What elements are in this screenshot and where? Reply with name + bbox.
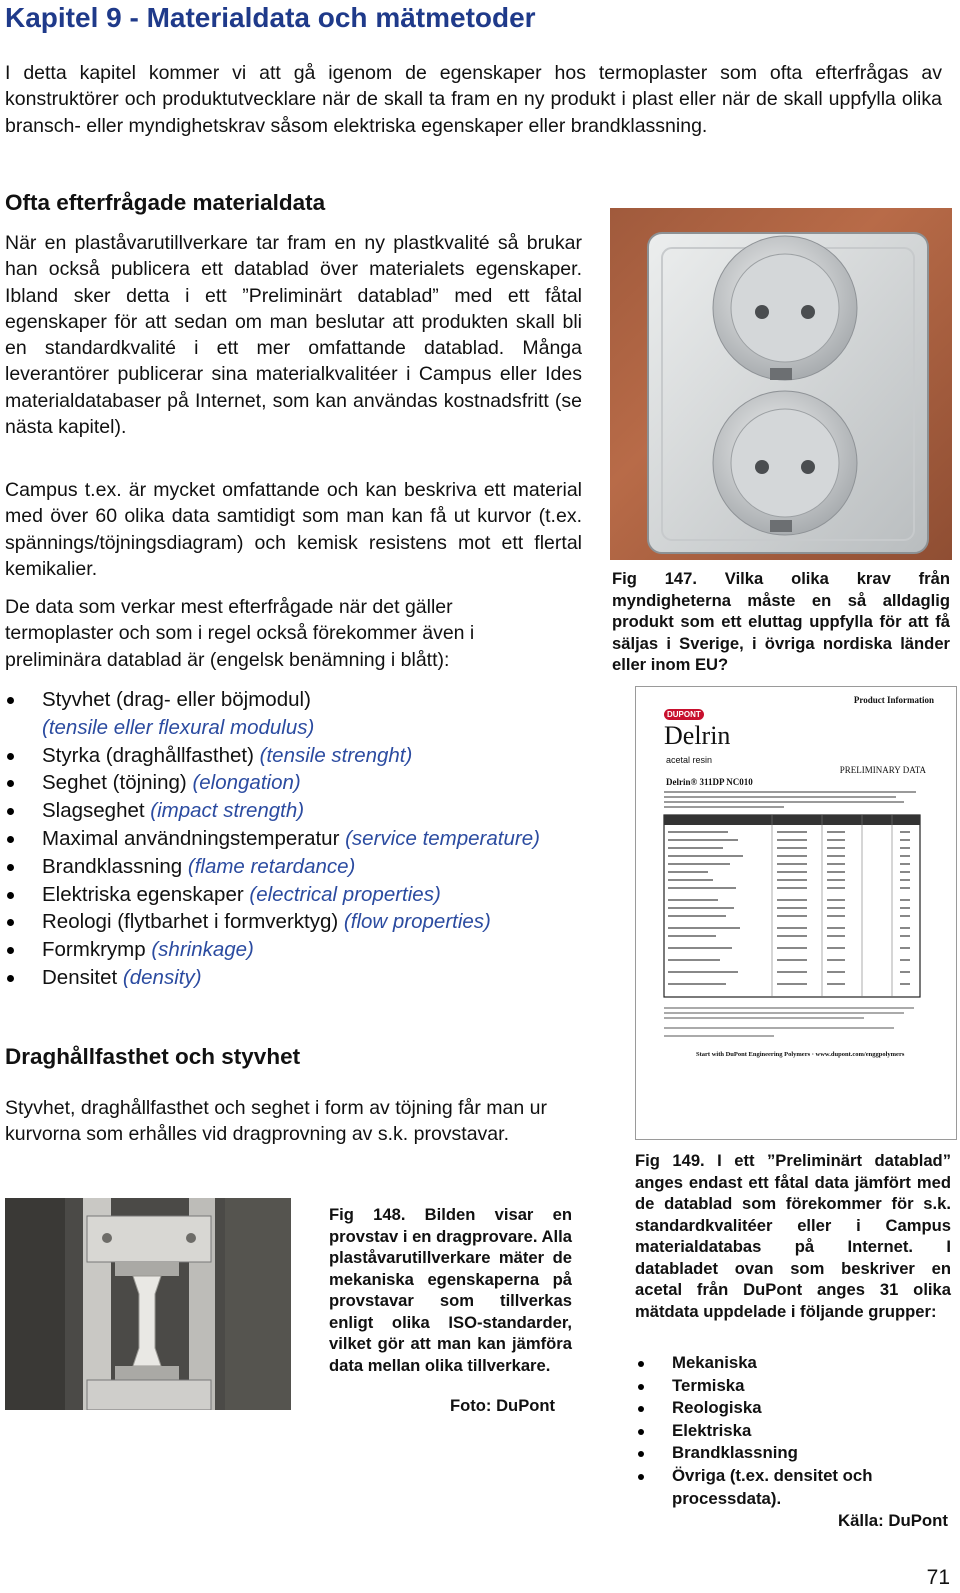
list-item: Slagseghet (impact strength) (5, 797, 605, 825)
socket-photo (610, 208, 952, 560)
page-number: 71 (926, 1566, 950, 1589)
list-item: Maximal användningstemperatur (service temperature) (5, 825, 605, 853)
materialdata-paragraph-1: När en plaståvarutillverkare tar fram en ny plastkvalité så brukar han också publicera ett datablad över materialets egenskaper. Ibland sker detta i ett ”Preliminärt datablad” med ett fåtal egenskaper för att sedan om man beslutar att produkten skall bli en standardkvalité i ett mer omfattande datablad. Många leverantörer publicerar sina materialkvalitéer i Campus eller Ides materialdatabaser på Internet, som kan användas kostnadsfritt (se nästa kapitel). (5, 232, 582, 439)
datagroup-list (635, 1352, 951, 1510)
socket-illustration (610, 208, 952, 560)
datasheet-stamp: PRELIMINARY DATA (839, 765, 926, 775)
list-item: Formkrymp (shrinkage) (5, 936, 605, 964)
fig148-credit: Foto: DuPont (450, 1396, 556, 1415)
datasheet-brand: Delrin (664, 721, 731, 750)
chapter-title: Kapitel 9 - Materialdata och mätmetoder (5, 2, 536, 33)
tensile-test-illustration (5, 1198, 291, 1410)
tensile-test-photo (5, 1198, 291, 1410)
datasheet-subtitle: acetal resin (666, 755, 713, 765)
list-item: Reologiska (635, 1397, 951, 1420)
dupont-logo: DUPONT (664, 709, 704, 720)
intro-paragraph: I detta kapitel kommer vi att gå igenom de egenskaper hos termoplaster som ofta efterfrågas av konstruktörer och produktutvecklare när de skall ta fram en ny produkt i plast eller när de skall uppfylla olika bransch- eller myndighetskrav såsom elektriska egenskaper eller brandklassning. (5, 62, 942, 137)
list-item: Elektriska (635, 1420, 951, 1443)
list-item: Seghet (töjning) (elongation) (5, 769, 605, 797)
datasheet-notes-graphic (662, 1005, 932, 1045)
property-list (5, 686, 605, 992)
materialdata-paragraph-3: De data som verkar mest efterfrågade när det gäller termoplaster och som i regel också förekommer även i preliminära datablad är (engelsk benämning i blått): (5, 596, 475, 671)
list-item: Mekaniska (635, 1352, 951, 1375)
fig149-credit: Källa: DuPont (837, 1511, 948, 1530)
fig147-caption: Fig 147. Vilka olika krav från myndigheterna måste en så alldaglig produkt som ett eluttag uppfylla för att få säljas i Sverige, i övriga nordiska länder eller inom EU? (612, 569, 950, 674)
list-item: Densitet (density) (5, 964, 605, 992)
list-item: Brandklassning (flame retardance) (5, 853, 605, 881)
fig148-caption: Fig 148. Bilden visar en provstav i en dragprovare. Alla plaståvarutillverkare mäter de mekaniska egenskaperna på provstavar som tillverkas enligt olika ISO-standarder, vilket gör att man kan jämföra data mellan olika tillverkare. (329, 1205, 572, 1375)
datasheet-table-graphic (662, 791, 932, 1001)
fig149-caption: Fig 149. I ett ”Preliminärt datablad” anges endast ett fåtal data jämfört med de datablad som förekommer för s.k. standardkvalitéer eller i Campus materialdatabas på Internet. I databladet ovan som beskriver en acetal från DuPont anges 31 olika mätdata uppdelade i följande grupper: (635, 1151, 951, 1321)
list-item: Elektriska egenskaper (electrical properties) (5, 881, 605, 909)
list-item: Termiska (635, 1375, 951, 1398)
list-item: Brandklassning (635, 1442, 951, 1465)
datasheet-product: Delrin® 311DP NC010 (666, 777, 753, 787)
draghallfasthet-paragraph: Styvhet, draghållfasthet och seghet i form av töjning får man ur kurvorna som erhålles vid dragprovning av s.k. provstavar. (5, 1097, 547, 1146)
datasheet-image (635, 686, 957, 1140)
materialdata-paragraph-2: Campus t.ex. är mycket omfattande och kan beskriva ett material med över 60 olika data samtidigt som man kan få ut kurvor (t.ex. spännings/töjningsdiagram) och kemisk resistens mot ett flertal kemikalier. (5, 479, 582, 580)
section-heading-draghallfasthet: Draghållfasthet och styvhet (5, 1044, 301, 1069)
list-item: Styrka (draghållfasthet) (tensile strenght) (5, 742, 605, 770)
list-item: Övriga (t.ex. densitet och processdata). (635, 1465, 951, 1510)
list-item: Styvhet (drag- eller böjmodul) (tensile eller flexural modulus) (5, 686, 605, 742)
list-item: Reologi (flytbarhet i formverktyg) (flow properties) (5, 908, 605, 936)
datasheet-header: Product Information (853, 695, 934, 705)
datasheet-footer: Start with DuPont Engineering Polymers · www.dupont.com/enggpolymers (696, 1051, 905, 1058)
section-heading-materialdata: Ofta efterfrågade materialdata (5, 190, 326, 215)
